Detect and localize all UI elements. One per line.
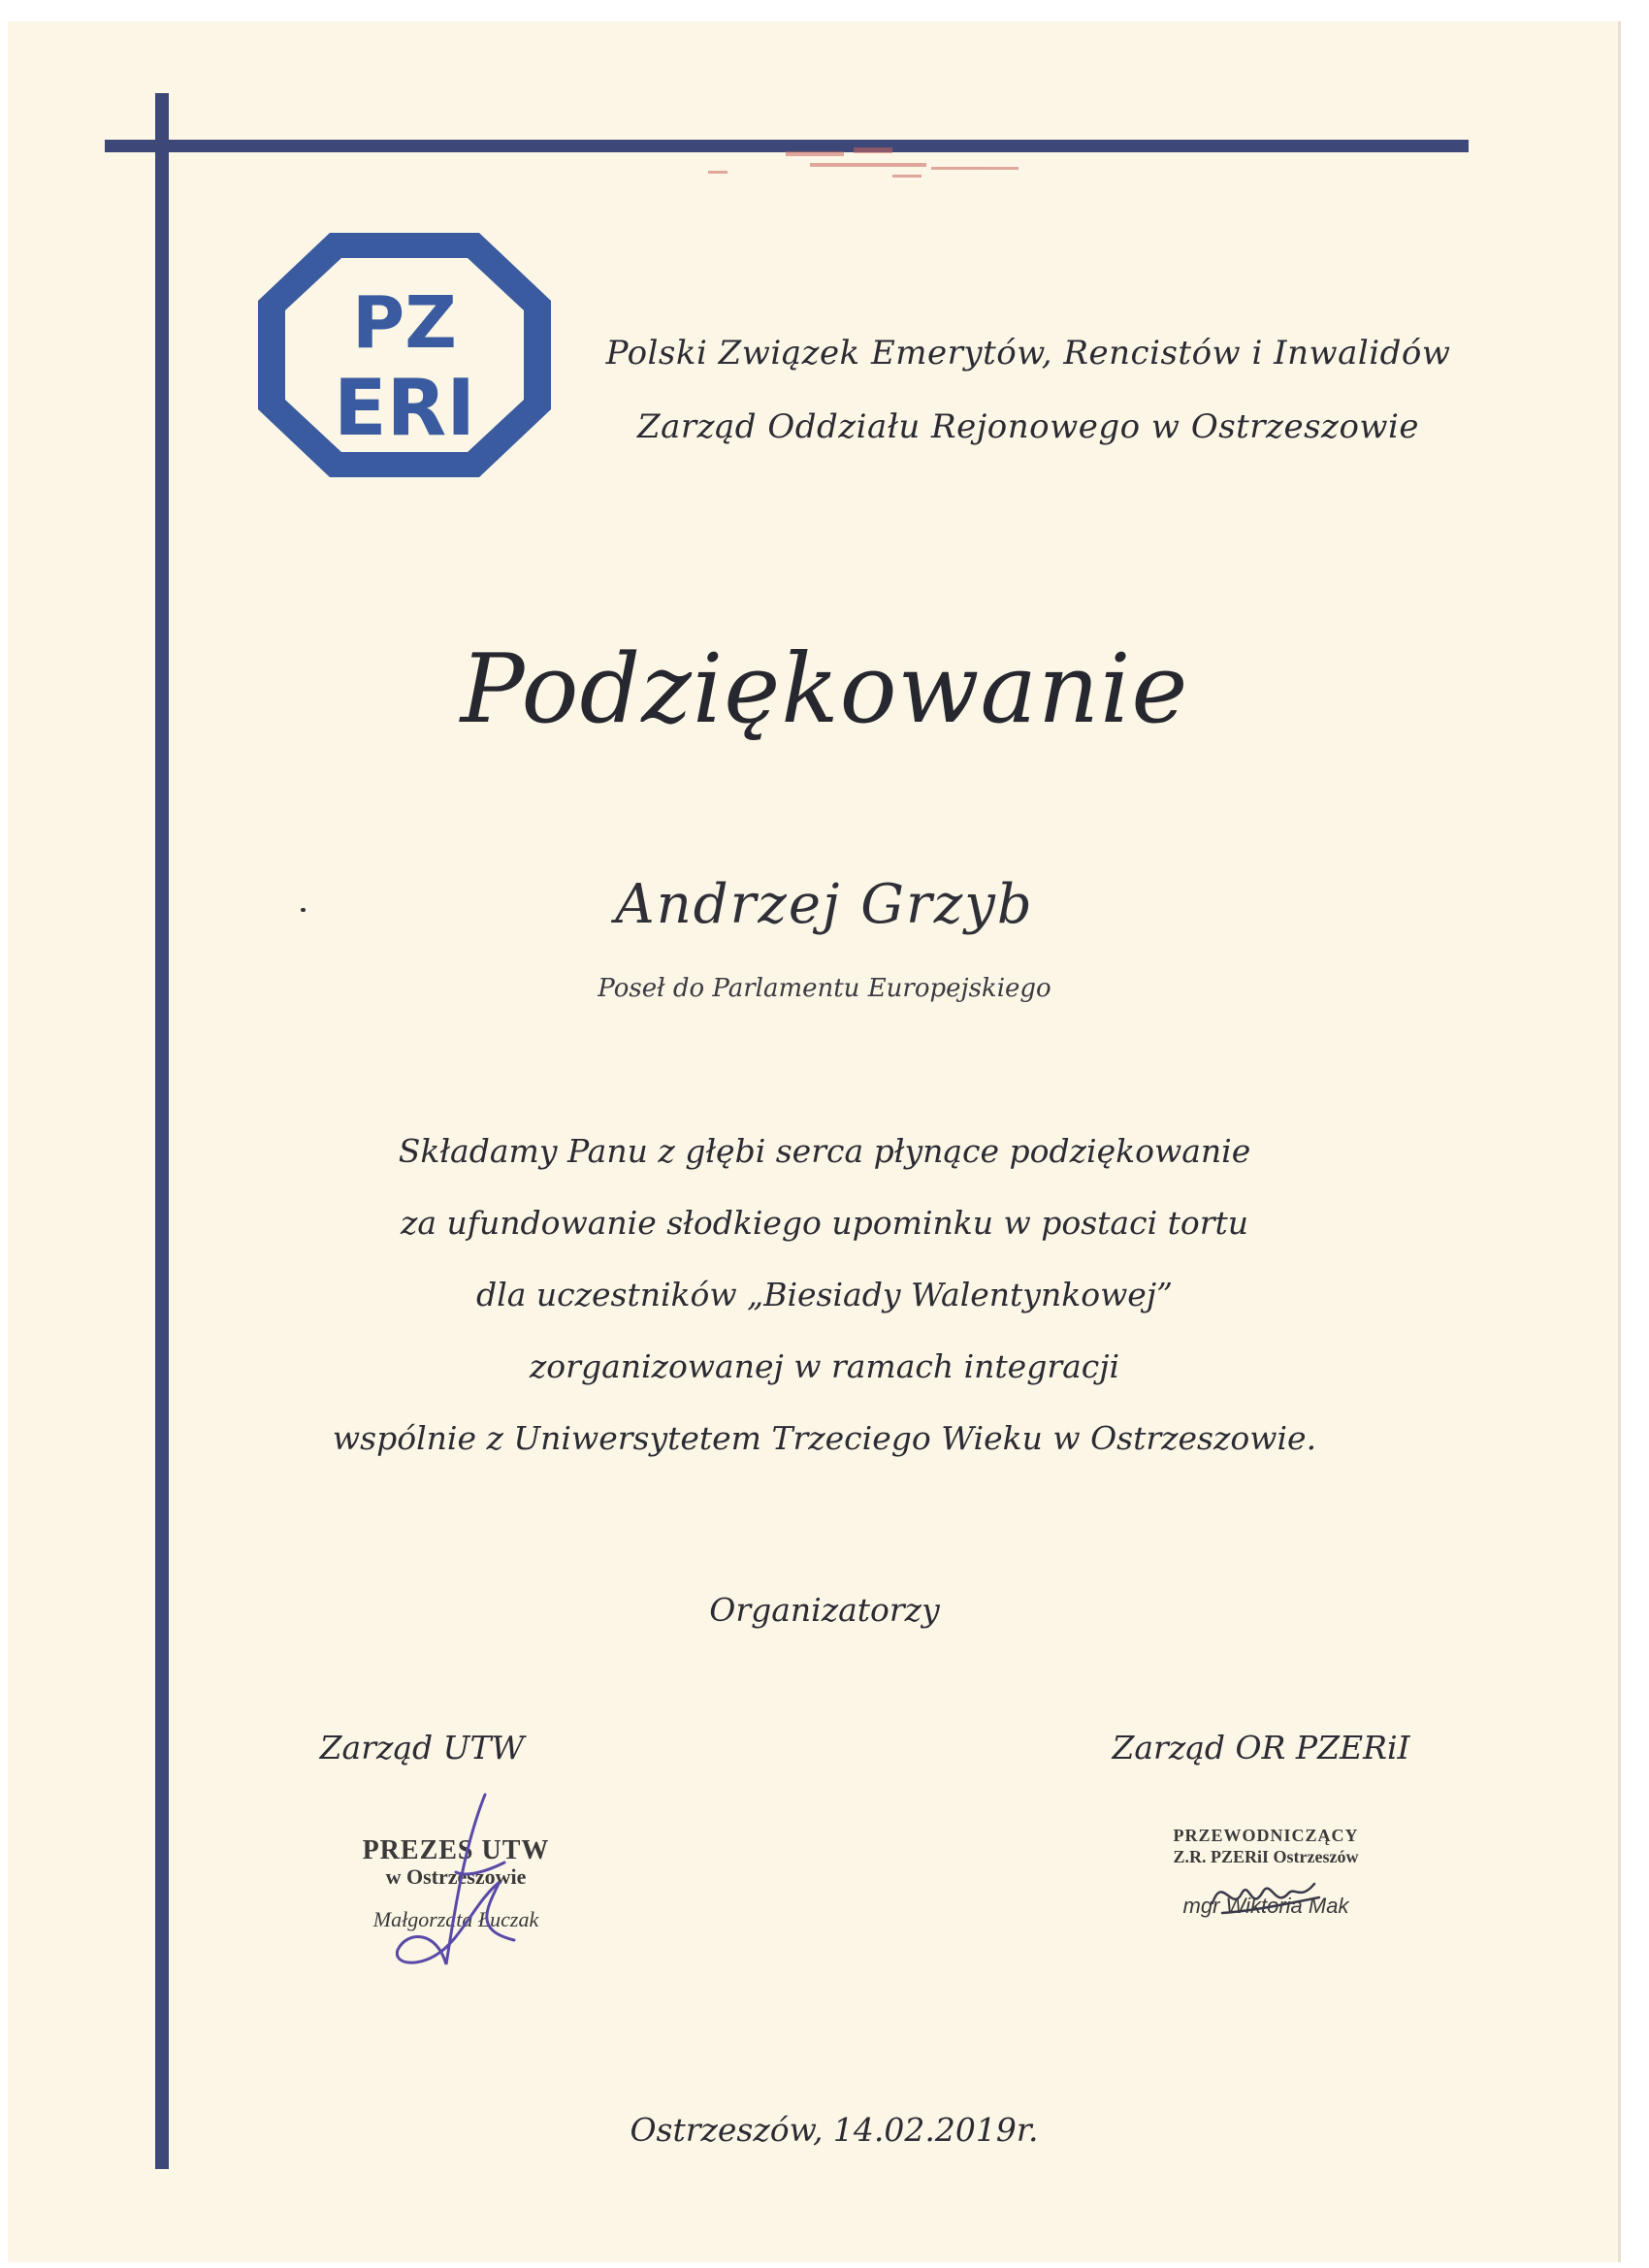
body-text — [291, 1116, 1358, 1474]
document-title: Podziękowanie — [460, 634, 1189, 745]
logo-text-line2: ERI — [333, 363, 476, 453]
paper-edge — [1618, 21, 1621, 2262]
left-stamp-place: w Ostrzeszowie — [385, 1864, 527, 1889]
right-stamp-org: Z.R. PZERiI Ostrzeszów — [1173, 1847, 1359, 1866]
pzeri-logo — [254, 229, 555, 481]
recipient-role: Poseł do Parlamentu Europejskiego — [598, 974, 1051, 1003]
left-signatory-name: Małgorzata Łuczak — [372, 1907, 539, 1931]
right-signatory-name: mgr Wiktoria Mak — [1182, 1894, 1349, 1918]
body-line: za ufundowanie słodkiego upominku w postaci tortu — [400, 1204, 1249, 1242]
organization-unit: Zarząd Oddziału Rejonowego w Ostrzeszowie — [636, 407, 1420, 446]
body-line: wspólnie z Uniwersytetem Trzeciego Wieku w Ostrzeszowie. — [332, 1419, 1317, 1457]
left-stamp-title: PREZES UTW — [362, 1835, 550, 1865]
right-board-label: Zarząd OR PZERiI — [1112, 1729, 1410, 1766]
recipient-name: Andrzej Grzyb — [615, 873, 1034, 936]
left-border-rule — [155, 93, 169, 2169]
body-line: dla uczestników „Biesiady Walentynkowej” — [476, 1276, 1173, 1313]
place-and-date: Ostrzeszów, 14.02.2019r. — [630, 2111, 1039, 2149]
right-stamp-title: PRZEWODNICZĄCY — [1173, 1826, 1359, 1845]
paper-speck — [301, 908, 306, 912]
left-signature — [369, 1785, 543, 1979]
logo-text-line1: PZ — [352, 281, 457, 365]
faint-stamp-mark — [640, 138, 1048, 186]
right-signature — [1203, 1855, 1339, 1932]
organizers-label: Organizatorzy — [709, 1591, 940, 1629]
organization-name: Polski Związek Emerytów, Rencistów i Inwalidów — [605, 334, 1451, 373]
body-line: Składamy Panu z głębi serca płynące podziękowanie — [398, 1132, 1251, 1170]
left-board-label: Zarząd UTW — [319, 1729, 525, 1766]
body-line: zorganizowanej w ramach integracji — [529, 1347, 1120, 1385]
